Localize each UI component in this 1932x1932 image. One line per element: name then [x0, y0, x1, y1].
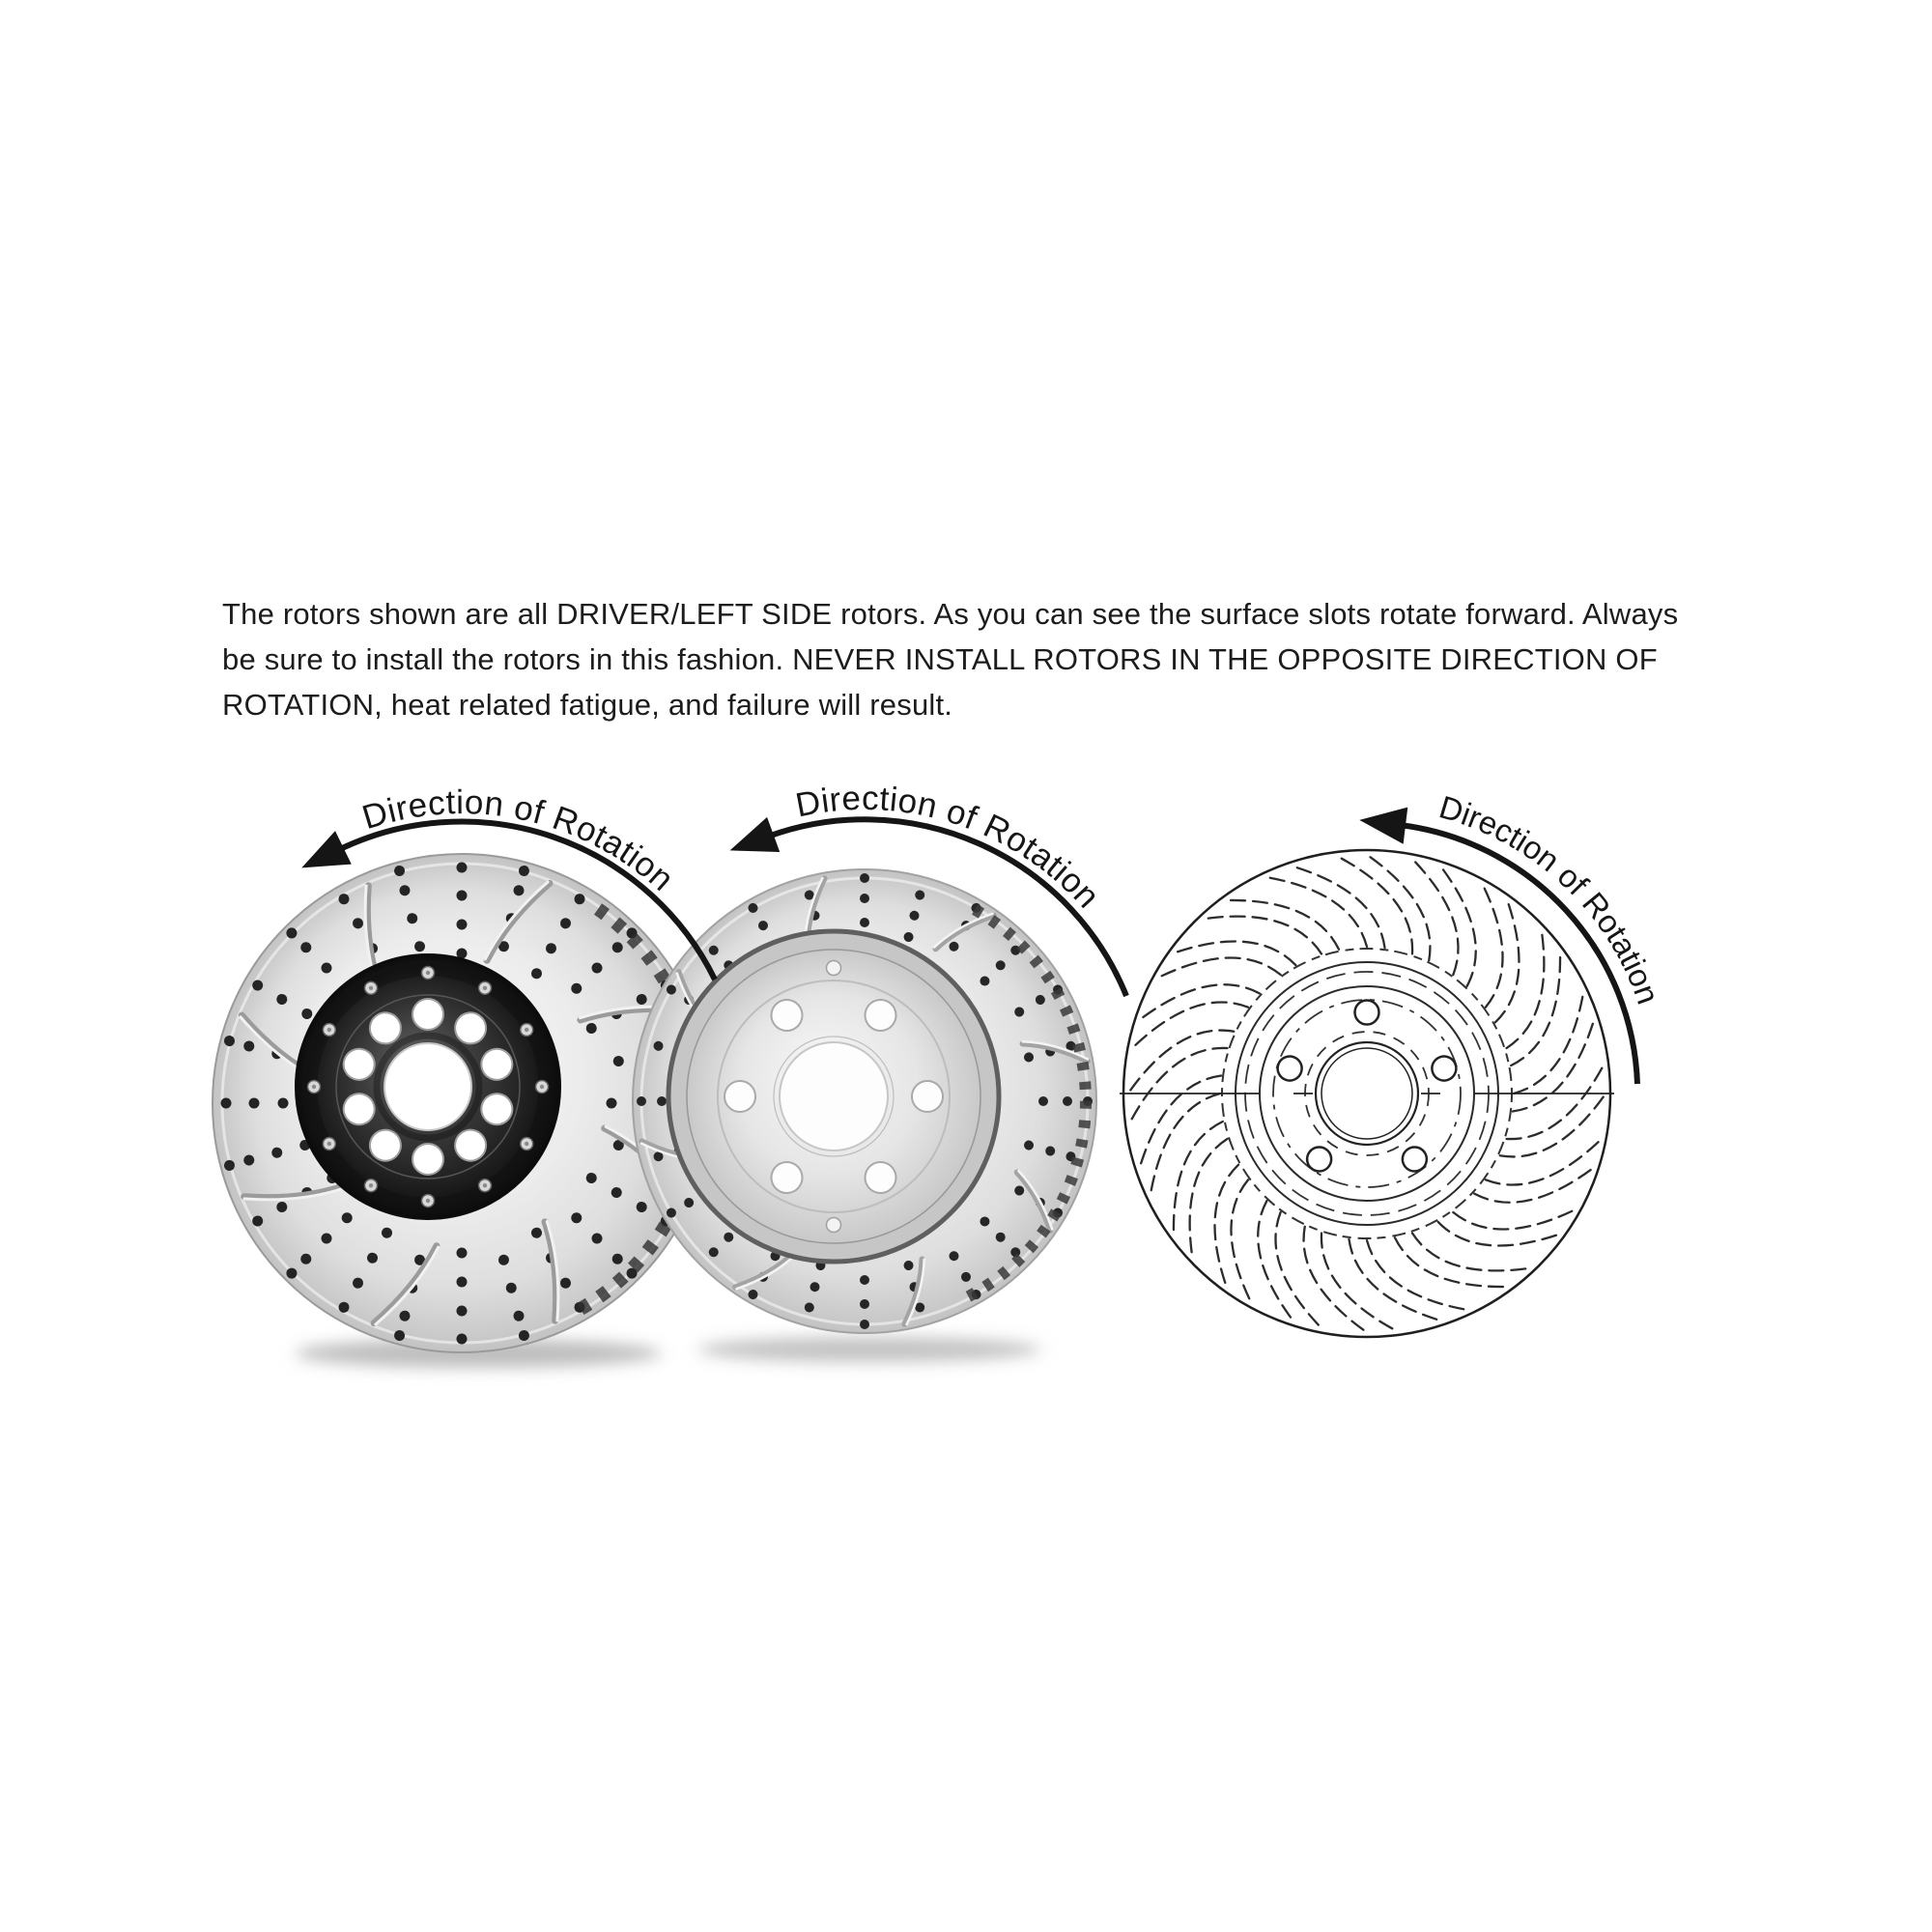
rotor-2-balance-notch-top — [827, 961, 841, 976]
rotor-2-silver-hub — [668, 931, 999, 1262]
rotor-2-balance-notch-bottom — [827, 1218, 841, 1233]
direction-of-rotation-label-2: Direction of Rotation — [792, 779, 1107, 916]
rotor-photo-silver-hub — [633, 869, 1096, 1333]
paragraph-line-1: The rotors shown are all DRIVER/LEFT SIDE rotors. As you can see the surface slots rotate forward. Always — [222, 597, 1679, 631]
paragraph-line-2: be sure to install the rotors in this fashion. NEVER INSTALL ROTORS IN THE OPPOSITE DIRECTION OF — [222, 642, 1658, 676]
rotor-1-center-bore — [384, 1043, 471, 1130]
rotor-3-center-bore — [1316, 1042, 1418, 1145]
instruction-paragraph — [222, 591, 1777, 727]
rotor-line-drawing — [1120, 846, 1614, 1340]
rotor-2-shadow — [697, 1337, 1041, 1362]
direction-of-rotation-label-3: Direction of Rotation — [1435, 788, 1667, 1009]
paragraph-line-3: ROTATION, heat related fatigue, and failure will result. — [222, 688, 953, 722]
rotor-2-center-bore — [780, 1042, 888, 1151]
rotor-1-black-hub — [296, 954, 560, 1219]
direction-of-rotation-label-1: Direction of Rotation — [357, 782, 682, 899]
